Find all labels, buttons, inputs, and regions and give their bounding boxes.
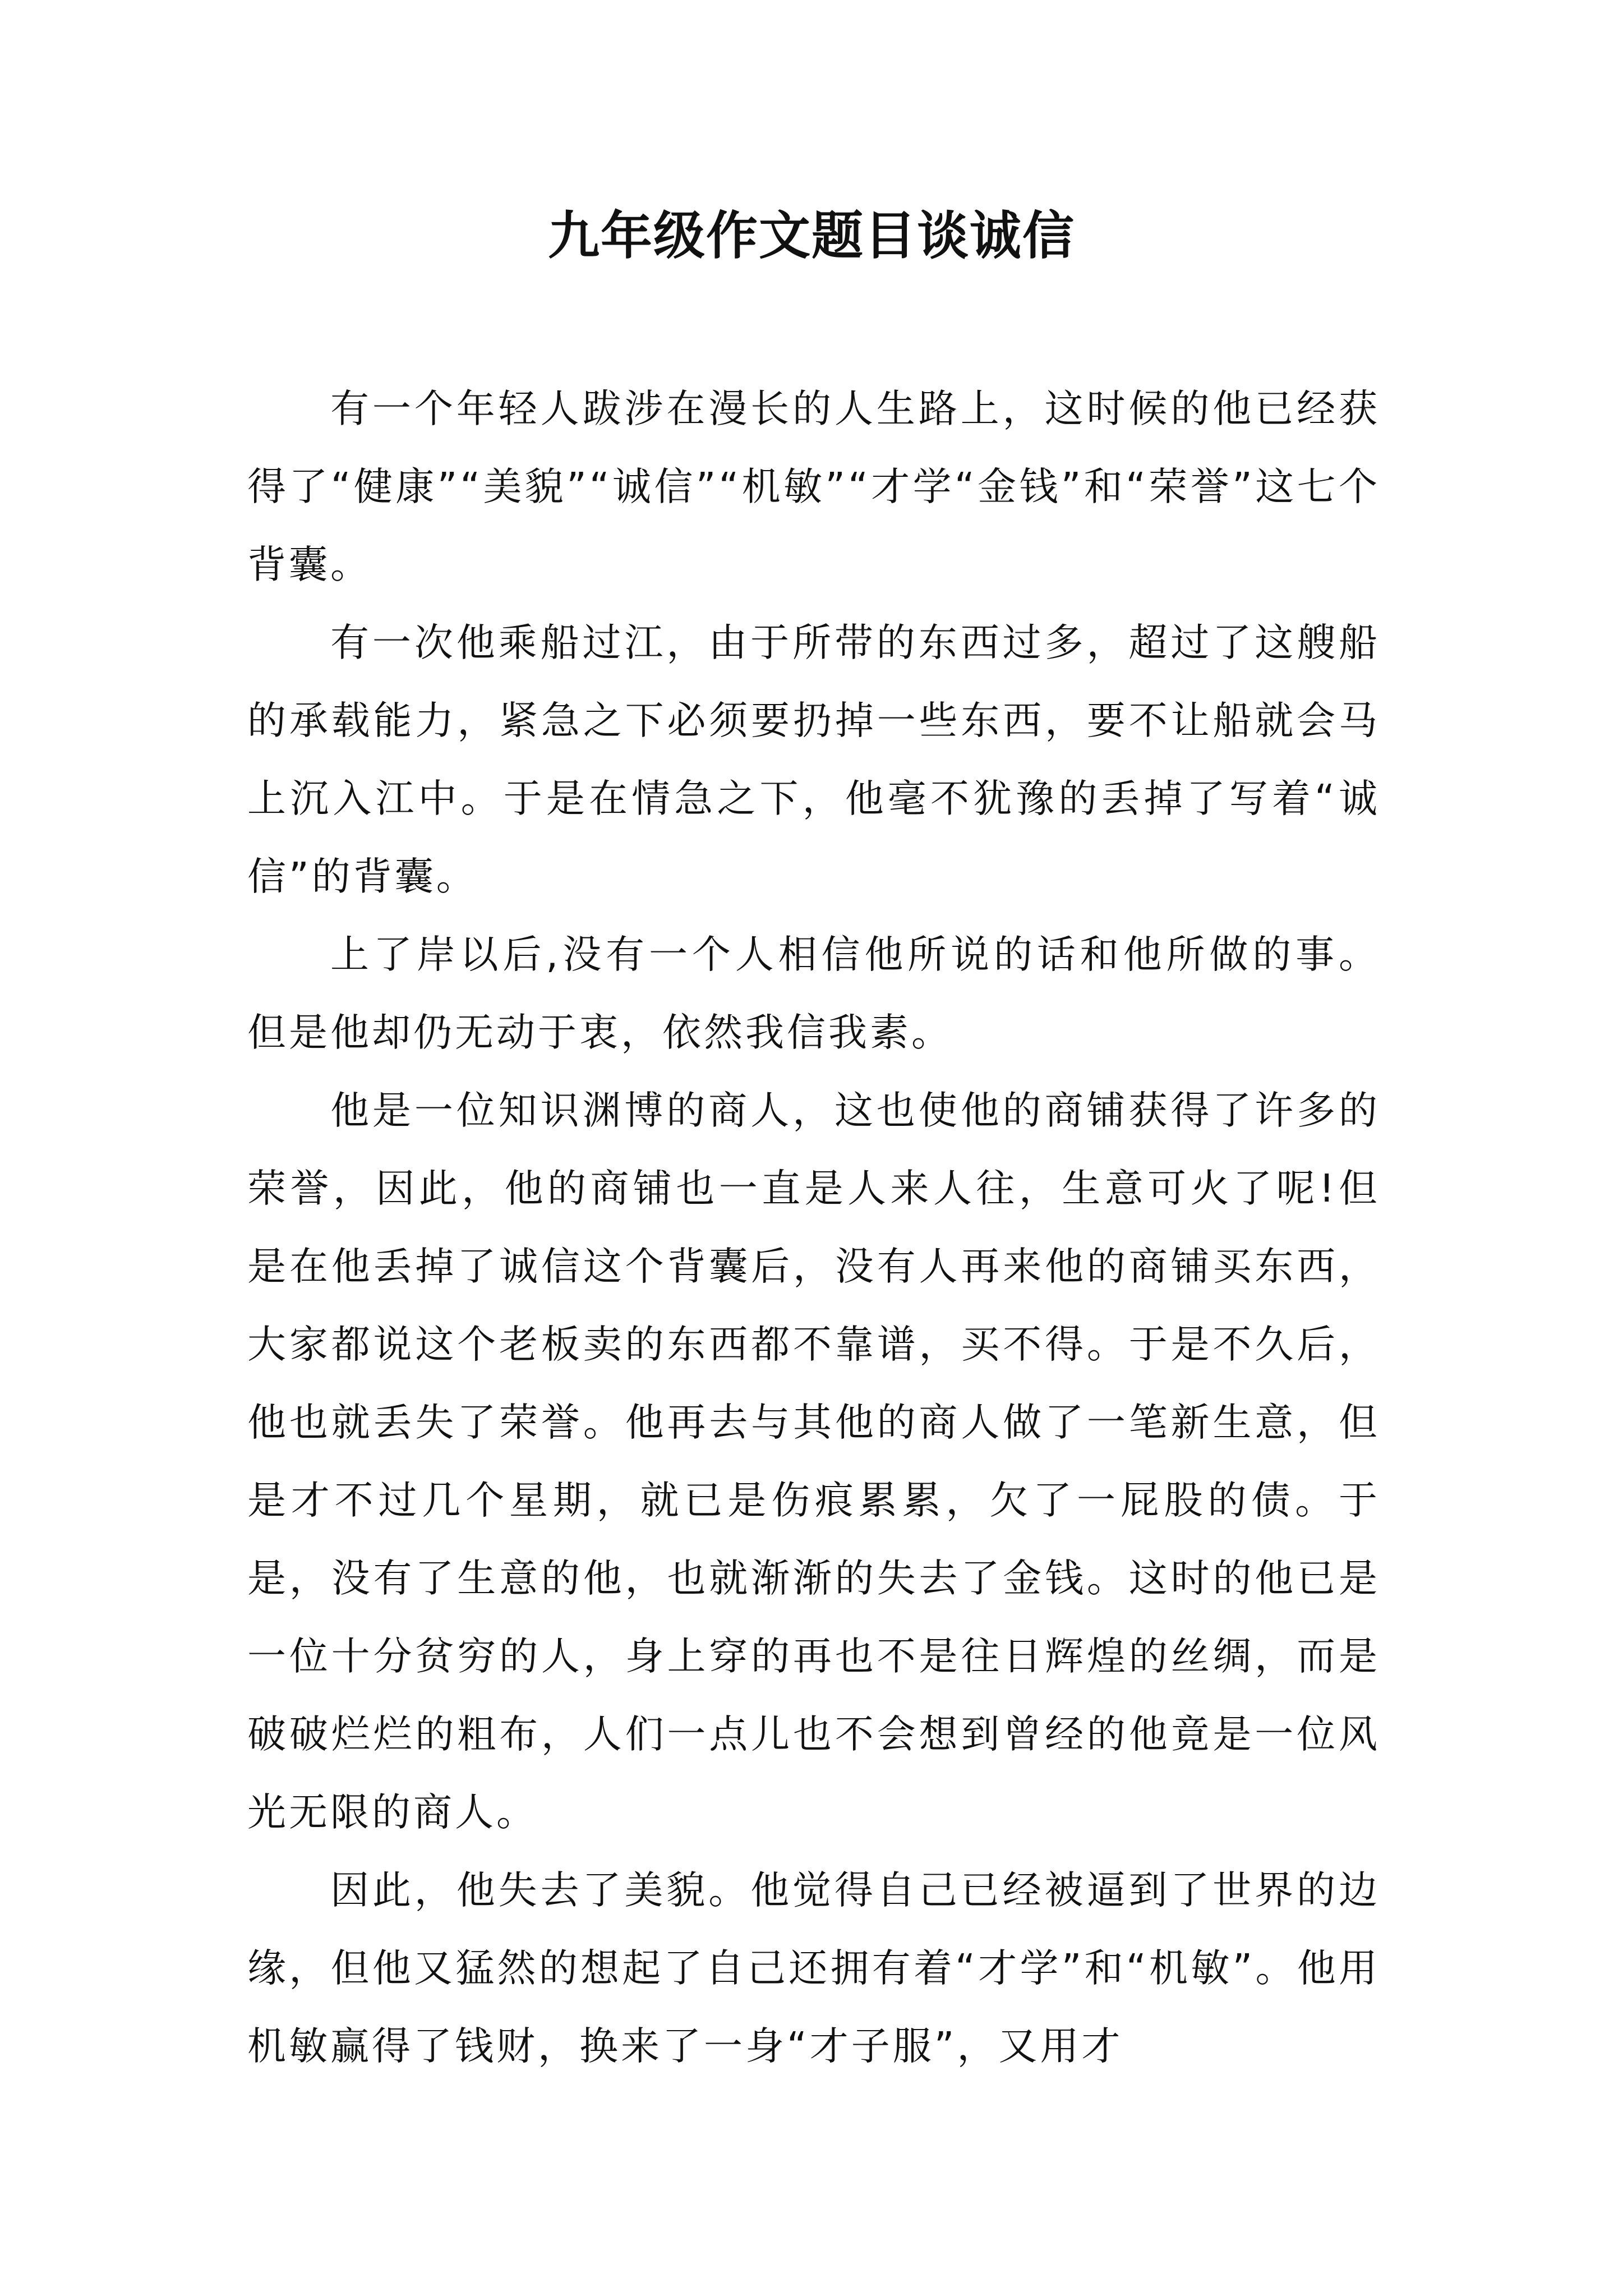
paragraph-2: 有一次他乘船过江，由于所带的东西过多，超过了这艘船的承载能力，紧急之下必须要扔掉一些东西，要不让船就会马上沉入江中。于是在情急之下，他毫不犹豫的丢掉了写着“诚信”的背囊。 (247, 620, 1380, 899)
document-title: 九年级作文题目谈诚信 (547, 205, 1075, 266)
paragraph-5: 因此，他失去了美貌。他觉得自己已经被逼到了世界的边缘，但他又猛然的想起了自己还拥有着“才学”和“机敏”。他用机敏赢得了钱财，换来了一身“才子服”，又用才 (247, 1868, 1380, 2069)
paragraph-4: 他是一位知识渊博的商人，这也使他的商铺获得了许多的荣誉，因此，他的商铺也一直是人来人往，生意可火了呢!但是在他丢掉了诚信这个背囊后，没有人再来他的商铺买东西，大家都说这个老板卖的东西都不靠谱，买不得。于是不久后，他也就丢失了荣誉。他再去与其他的商人做了一笔新生意，但是才不过几个星期，就已是伤痕累累，欠了一屁股的债。于是，没有了生意的他，也就渐渐的失去了金钱。这时的他已是一位十分贫穷的人，身上穿的再也不是往日辉煌的丝绸，而是破破烂烂的粗布，人们一点儿也不会想到曾经的他竟是一位风光无限的商人。 (247, 1088, 1380, 1835)
paragraph-3: 上了岸以后,没有一个人相信他所说的话和他所做的事。但是他却仍无动于衷，依然我信我素。 (247, 932, 1380, 1055)
paragraph-1: 有一个年轻人跋涉在漫长的人生路上，这时候的他已经获得了“健康”“美貌”“诚信”“机敏”“才学“金钱”和“荣誉”这七个背囊。 (247, 386, 1380, 587)
document-body (247, 370, 1380, 2086)
